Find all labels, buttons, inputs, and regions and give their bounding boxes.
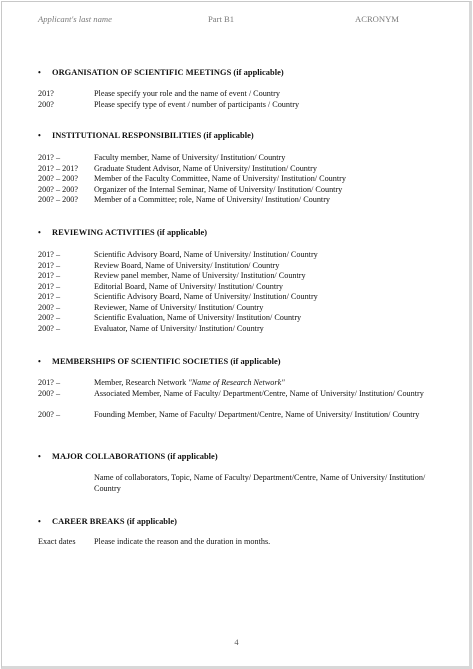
entry-text: Please specify type of event / number of participants / Country: [94, 99, 300, 109]
entry-text: Review panel member, Name of University/ Institution/ Country: [94, 271, 306, 280]
entry-text: Member of a Committee; role, Name of University/ Institution/ Country: [94, 195, 331, 204]
entry-date: 200? –: [38, 388, 61, 398]
entry-date: 200? –: [38, 313, 61, 322]
entry-date: 200? –: [38, 409, 61, 419]
page-number: 4: [234, 638, 239, 647]
entry-date: 200? –: [38, 302, 61, 312]
entry-text: Organizer of the Internal Seminar, Name of University/ Institution/ Country: [94, 184, 343, 194]
entry-text: Reviewer, Name of University/ Institution/ Country: [94, 302, 264, 312]
entry-text: Graduate Student Advisor, Name of University/ Institution/ Country: [94, 163, 317, 173]
entry-text: Member of the Faculty Committee, Name of University/ Institution/ Country: [94, 174, 346, 183]
entry-text: Review Board, Name of University/ Institution/ Country: [94, 260, 280, 270]
section-title: CAREER BREAKS (if applicable): [52, 517, 177, 526]
entry-text: Faculty member, Name of University/ Institution/ Country: [94, 153, 286, 162]
entry-text-prefix: Member, Research Network: [94, 378, 189, 387]
entry-date: 200?: [38, 99, 54, 109]
bullet-icon: •: [38, 517, 41, 526]
research-network-name: "Name of Research Network": [188, 378, 285, 387]
header-part: Part B1: [208, 14, 235, 24]
section-title: MEMBERSHIPS OF SCIENTIFIC SOCIETIES (if applicable): [52, 357, 281, 366]
entry-date: 200? – 200?: [38, 174, 79, 183]
entry-text: Please specify your role and the name of event / Country: [94, 89, 280, 98]
section-heading-reviewing: [38, 228, 207, 237]
entry-text: Name of collaborators, Topic, Name of Faculty/ Department/Centre, Name of University/ Institution/ Country: [94, 473, 426, 493]
entry-date: 201? – 201?: [38, 163, 79, 173]
section-heading-collaborations: [38, 452, 218, 461]
bullet-icon: •: [38, 452, 41, 461]
section-heading-memberships: [38, 357, 281, 366]
entry-text: Please indicate the reason and the duration in months.: [94, 537, 271, 546]
entry-date: 201? –: [38, 271, 61, 280]
section-heading-institutional: [38, 131, 254, 140]
bullet-icon: •: [38, 228, 41, 237]
entry-date: 200? –: [38, 323, 61, 333]
entry-date: 201? –: [38, 378, 61, 387]
entry-text: Evaluator, Name of University/ Institution/ Country: [94, 323, 264, 333]
entry-date: 201? –: [38, 250, 61, 259]
entry-text: Editorial Board, Name of University/ Institution/ Country: [94, 281, 283, 291]
section-heading-meetings: [38, 68, 284, 77]
section-title: REVIEWING ACTIVITIES (if applicable): [52, 228, 208, 237]
entry-date: Exact dates: [38, 537, 76, 546]
entry-text: Scientific Advisory Board, Name of University/ Institution/ Country: [94, 250, 318, 259]
entry-date: 201?: [38, 89, 54, 98]
section-title: ORGANISATION OF SCIENTIFIC MEETINGS (if applicable): [52, 68, 284, 77]
entry-date: 200? – 200?: [38, 184, 79, 194]
entry-date: 201? –: [38, 292, 61, 301]
header-applicant-name: Applicant's last name: [38, 14, 112, 24]
entry-date: 201? –: [38, 281, 61, 291]
section-title: MAJOR COLLABORATIONS (if applicable): [52, 452, 218, 461]
bullet-icon: •: [38, 357, 41, 366]
header-acronym: ACRONYM: [355, 14, 399, 24]
entry-text: Founding Member, Name of Faculty/ Department/Centre, Name of University/ Institution/ Country: [94, 409, 420, 419]
section-title: INSTITUTIONAL RESPONSIBILITIES (if applicable): [52, 131, 254, 140]
entry-date: 201? –: [38, 153, 61, 162]
entry-text: Scientific Evaluation, Name of University/ Institution/ Country: [94, 313, 302, 322]
bullet-icon: •: [38, 68, 41, 77]
entry-text: [94, 378, 434, 389]
entry-text: Scientific Advisory Board, Name of University/ Institution/ Country: [94, 292, 318, 301]
entry-date: 200? – 200?: [38, 195, 79, 204]
entry-text: Associated Member, Name of Faculty/ Department/Centre, Name of University/ Institution/ Country: [94, 388, 424, 398]
entry-date: 201? –: [38, 260, 61, 270]
section-heading-career-breaks: [38, 517, 177, 526]
bullet-icon: •: [38, 131, 41, 140]
